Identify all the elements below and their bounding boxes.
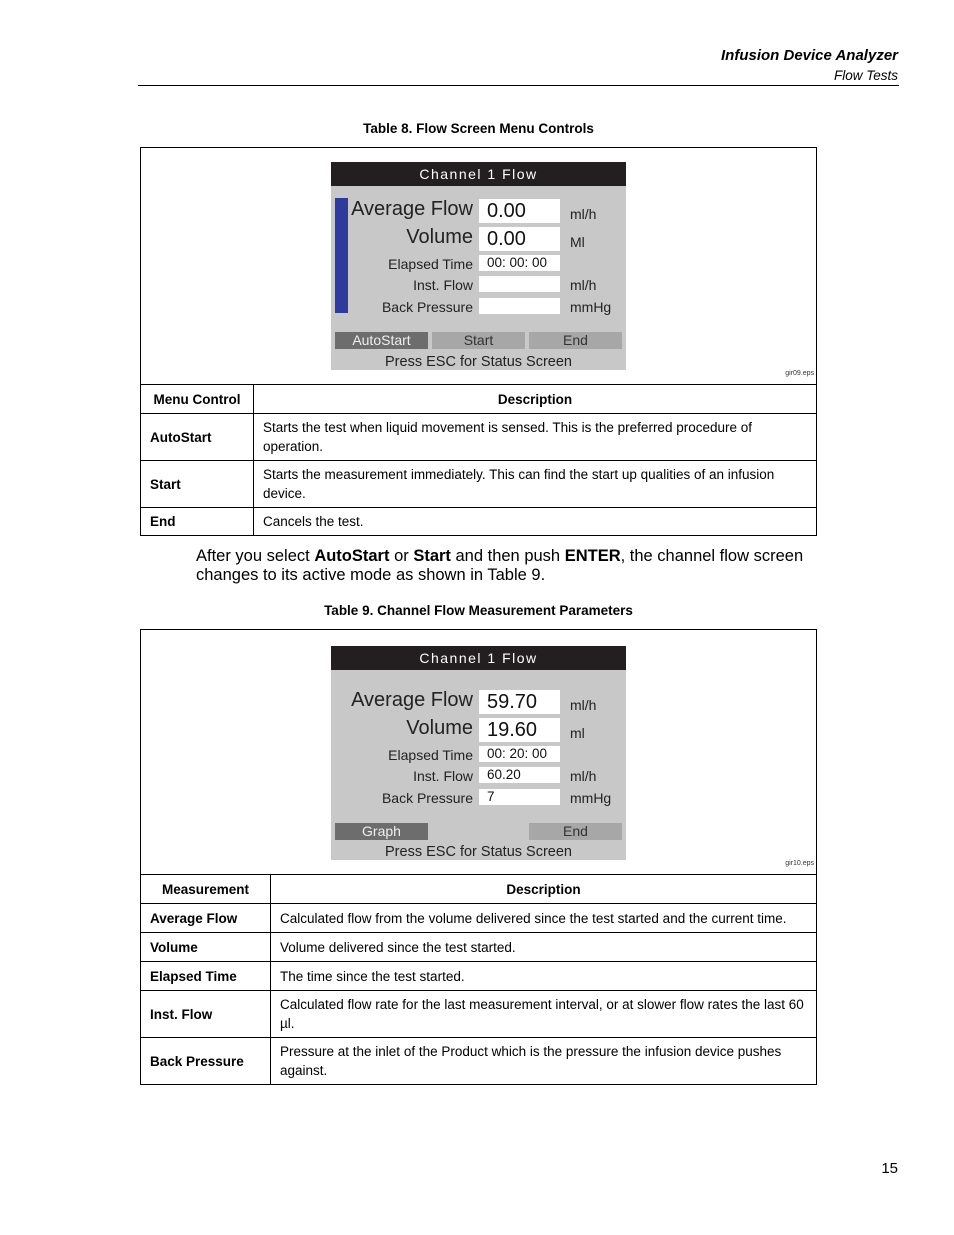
table-row [141, 991, 817, 1038]
row-value [479, 276, 560, 292]
screen-row-average-flow [331, 689, 626, 713]
row-label: Inst. Flow [413, 277, 473, 293]
table8 [140, 147, 817, 536]
row-value: 59.70 [479, 690, 560, 714]
para-bold-enter: ENTER [564, 547, 621, 565]
end-button[interactable]: End [529, 332, 622, 349]
screen-row-elapsed-time [331, 254, 626, 274]
graph-button[interactable]: Graph [335, 823, 428, 840]
row-label: Average Flow [351, 689, 473, 711]
row-name: AutoStart [141, 414, 254, 461]
row-description: The time since the test started. [271, 962, 817, 991]
column-header: Menu Control [141, 385, 254, 414]
screen-title: Channel 1 Flow [331, 646, 626, 670]
row-label: Elapsed Time [388, 747, 473, 763]
table-row [141, 508, 817, 536]
row-label: Average Flow [351, 198, 473, 220]
row-name: Elapsed Time [141, 962, 271, 991]
screen-row-volume [331, 717, 626, 741]
esc-hint: Press ESC for Status Screen [385, 844, 572, 860]
header-subtitle: Flow Tests [833, 68, 898, 83]
row-description: Starts the test when liquid movement is sensed. This is the preferred procedure of operation. [254, 414, 817, 461]
row-label: Back Pressure [381, 299, 473, 315]
table8-figure-cell [141, 148, 817, 385]
row-unit: ml/h [570, 697, 597, 713]
start-button[interactable]: Start [432, 332, 525, 349]
row-unit: ml/h [570, 277, 597, 293]
end-button[interactable]: End [529, 823, 622, 840]
screen-row-volume [331, 226, 626, 250]
page-number: 15 [881, 1160, 898, 1177]
row-label: Inst. Flow [413, 768, 473, 784]
row-description: Calculated flow rate for the last measurement interval, or at slower flow rates the last 60 µl. [271, 991, 817, 1038]
row-value [479, 298, 560, 314]
screen-row-back-pressure [331, 297, 626, 317]
body-paragraph [196, 547, 816, 585]
row-name: Inst. Flow [141, 991, 271, 1038]
autostart-button[interactable]: AutoStart [335, 332, 428, 349]
table9-figure-cell [141, 630, 817, 875]
row-label: Back Pressure [381, 790, 473, 806]
screen-row-average-flow [331, 198, 626, 222]
row-description: Starts the measurement immediately. This can find the start up qualities of an infusion device. [254, 461, 817, 508]
row-value: 19.60 [479, 718, 560, 742]
table-row [141, 904, 817, 933]
row-unit: Ml [570, 234, 585, 250]
row-unit: ml/h [570, 206, 597, 222]
row-name: Start [141, 461, 254, 508]
esc-hint: Press ESC for Status Screen [385, 354, 572, 370]
row-unit: mmHg [570, 299, 612, 315]
table9 [140, 629, 817, 1085]
table-row [141, 933, 817, 962]
screen-title: Channel 1 Flow [331, 162, 626, 186]
row-label: Volume [406, 717, 473, 739]
row-value: 0.00 [479, 227, 560, 251]
row-label: Elapsed Time [388, 256, 473, 272]
row-description: Volume delivered since the test started. [271, 933, 817, 962]
screen-row-back-pressure [331, 788, 626, 808]
para-text: or [389, 547, 414, 565]
screen-row-inst-flow [331, 766, 626, 786]
row-value: 0.00 [479, 199, 560, 223]
para-bold-start: Start [413, 547, 451, 565]
row-unit: ml/h [570, 768, 597, 784]
figure-filename: gir10.eps [785, 860, 814, 867]
row-unit: ml [570, 725, 585, 741]
screen-row-elapsed-time [331, 745, 626, 765]
column-header: Description [271, 875, 817, 904]
row-value: 60.20 [479, 767, 560, 783]
flow-screen-idle [331, 162, 626, 370]
row-value: 00: 20: 00 [479, 746, 560, 762]
para-text: and then push [450, 547, 565, 565]
figure-filename: gir09.eps [785, 370, 814, 377]
para-text: After you select [196, 547, 315, 565]
row-name: Back Pressure [141, 1038, 271, 1085]
row-unit: mmHg [570, 790, 612, 806]
row-name: Volume [141, 933, 271, 962]
screen-row-inst-flow [331, 275, 626, 295]
table-row [141, 414, 817, 461]
table8-caption: Table 8. Flow Screen Menu Controls [363, 121, 594, 136]
flow-screen-active [331, 646, 626, 860]
row-value: 7 [479, 789, 560, 805]
header-title: Infusion Device Analyzer [721, 47, 898, 64]
para-bold-autostart: AutoStart [314, 547, 390, 565]
table-row [141, 461, 817, 508]
table9-caption: Table 9. Channel Flow Measurement Parameters [324, 603, 633, 618]
row-description: Calculated flow from the volume delivered since the test started and the current time. [271, 904, 817, 933]
row-description: Pressure at the inlet of the Product which is the pressure the infusion device pushes against. [271, 1038, 817, 1085]
row-name: End [141, 508, 254, 536]
header-rule [138, 85, 899, 86]
row-name: Average Flow [141, 904, 271, 933]
column-header: Measurement [141, 875, 271, 904]
row-description: Cancels the test. [254, 508, 817, 536]
table-row [141, 1038, 817, 1085]
row-value: 00: 00: 00 [479, 255, 560, 271]
para-text: , the channel flow screen changes to its active mode as shown in Table 9. [196, 547, 804, 584]
row-label: Volume [406, 226, 473, 248]
table-row [141, 962, 817, 991]
column-header: Description [254, 385, 817, 414]
